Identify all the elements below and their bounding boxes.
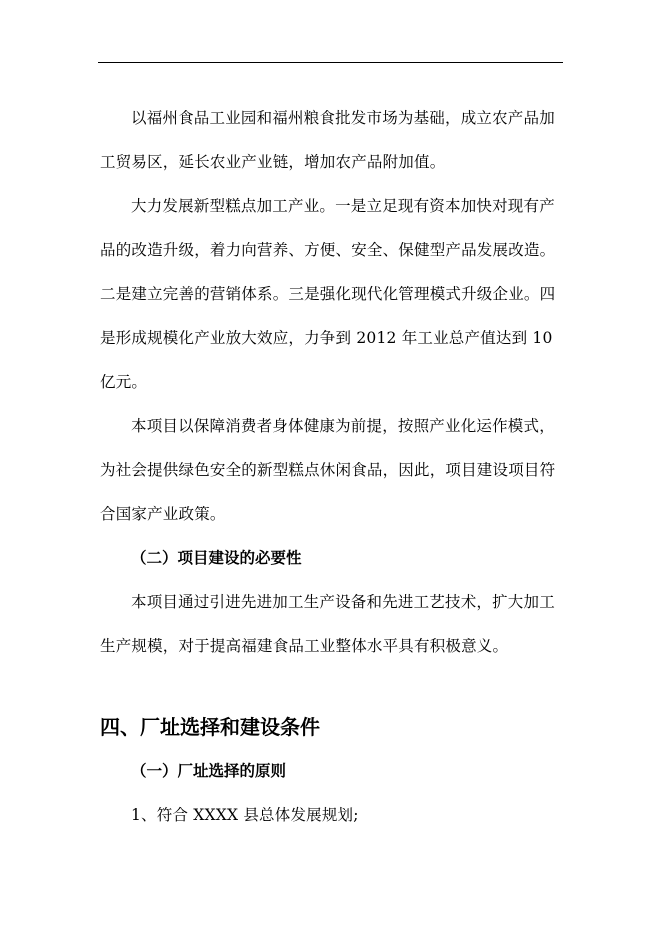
paragraph-agro-trade-zone: 以福州食品工业园和福州粮食批发市场为基础，成立农产品加工贸易区，延长农业产业链，增加农产品附加值。 xyxy=(100,109,555,171)
header-rule xyxy=(98,62,563,63)
paragraph-pastry-industry: 大力发展新型糕点加工产业。一是立足现有资本加快对现有产品的改造升级，着力向营养、方便、安全、保健型产品发展改造。二是建立完善的营销体系。三是强化现代化管理模式升级企业。四是形成规模化产业放大效应，力争到 2012 年工业总产值达到 10 亿元。 xyxy=(100,197,556,391)
paragraph-industry-policy: 本项目以保障消费者身体健康为前提，按照产业化运作模式，为社会提供绿色安全的新型糕点休闲食品，因此，项目建设项目符合国家产业政策。 xyxy=(100,417,556,523)
list-item-principle-1: 1、符合 XXXX 县总体发展规划; xyxy=(131,806,359,824)
paragraph-necessity: 本项目通过引进先进加工生产设备和先进工艺技术，扩大加工生产规模，对于提高福建食品工业整体水平具有积极意义。 xyxy=(100,593,555,655)
section-heading-site-selection: 四、厂址选择和建设条件 xyxy=(100,715,320,739)
section-gap xyxy=(100,668,570,705)
document-body xyxy=(100,96,570,837)
subheading-necessity: （二）项目建设的必要性 xyxy=(131,548,302,567)
subheading-site-principles: （一）厂址选择的原则 xyxy=(131,761,287,780)
